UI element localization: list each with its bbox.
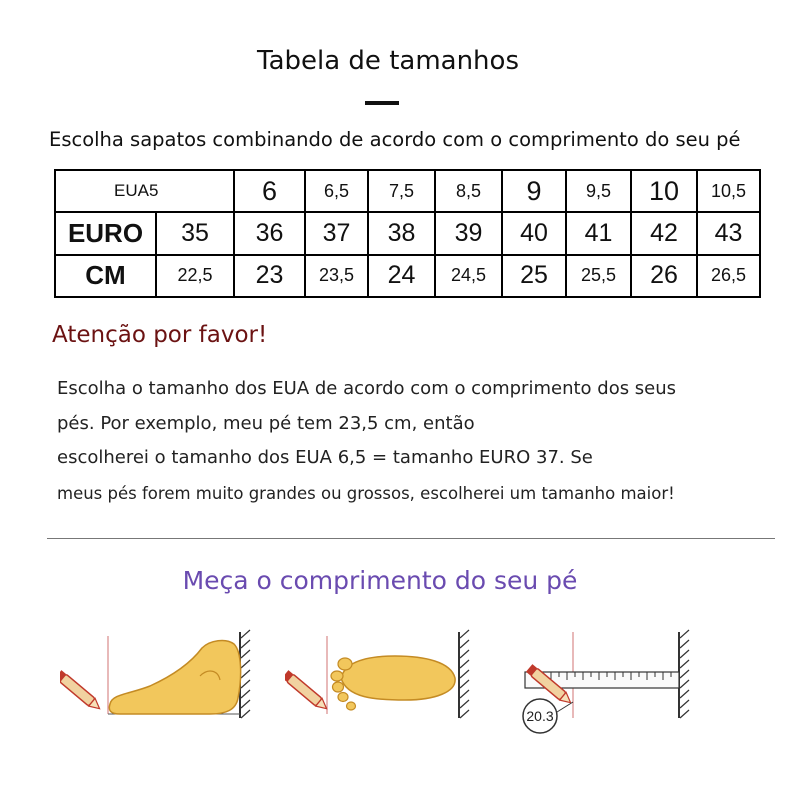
- ruler-illustration: [515, 628, 715, 738]
- cm-value: 25,5: [566, 255, 631, 297]
- us-size-row: [55, 170, 760, 212]
- us-value: 6: [234, 170, 305, 212]
- foot-side-icon: [109, 641, 240, 714]
- euro-value: 37: [305, 212, 368, 254]
- cm-value: 24: [368, 255, 435, 297]
- euro-value: 42: [631, 212, 697, 254]
- attention-line: pés. Por exemplo, meu pé tem 23,5 cm, então: [57, 413, 475, 434]
- us-value: 7,5: [368, 170, 435, 212]
- attention-heading: Atenção por favor!: [52, 322, 268, 348]
- title-underline: [365, 101, 399, 105]
- measure-heading: Meça o comprimento do seu pé: [182, 566, 578, 595]
- wall-icon: [459, 630, 469, 718]
- euro-value: 35: [156, 212, 234, 254]
- attention-line: meus pés forem muito grandes ou grossos, escolherei um tamanho maior!: [57, 484, 675, 503]
- cm-value: 23,5: [305, 255, 368, 297]
- attention-line: escolherei o tamanho dos EUA 6,5 = tamanho EURO 37. Se: [57, 447, 593, 468]
- wall-icon: [679, 630, 689, 718]
- euro-value: 40: [502, 212, 566, 254]
- us-value: 6,5: [305, 170, 368, 212]
- euro-value: 38: [368, 212, 435, 254]
- section-divider: [47, 538, 775, 539]
- cm-label: CM: [55, 255, 156, 297]
- ruler-reading: 20.3: [526, 708, 554, 724]
- cm-value: 26,5: [697, 255, 760, 297]
- us-value: 8,5: [435, 170, 502, 212]
- euro-value: 39: [435, 212, 502, 254]
- foot-top-illustration: [285, 628, 485, 728]
- euro-value: 41: [566, 212, 631, 254]
- us-value: 10: [631, 170, 697, 212]
- cm-size-row: [55, 255, 760, 297]
- subtitle: Escolha sapatos combinando de acordo com o comprimento do seu pé: [49, 128, 741, 151]
- foot-side-illustration: [60, 628, 260, 728]
- us-value: 10,5: [697, 170, 760, 212]
- foot-top-icon: [341, 656, 455, 700]
- measurement-badge: [523, 699, 573, 733]
- pencil-icon: [60, 670, 103, 712]
- cm-value: 25: [502, 255, 566, 297]
- us-value: 9,5: [566, 170, 631, 212]
- euro-label: EURO: [55, 212, 156, 254]
- us-value: 5: [148, 181, 159, 201]
- us-size-cell: [55, 170, 234, 212]
- page-title: Tabela de tamanhos: [257, 46, 519, 76]
- wall-icon: [240, 630, 250, 718]
- euro-value: 36: [234, 212, 305, 254]
- pencil-icon: [285, 670, 330, 712]
- us-label: EUA: [114, 181, 149, 201]
- euro-size-row: [55, 212, 760, 254]
- attention-line: Escolha o tamanho dos EUA de acordo com o comprimento dos seus: [57, 378, 677, 399]
- euro-value: 43: [697, 212, 760, 254]
- cm-value: 24,5: [435, 255, 502, 297]
- size-table: [54, 169, 761, 298]
- cm-value: 22,5: [156, 255, 234, 297]
- cm-value: 26: [631, 255, 697, 297]
- us-value: 9: [502, 170, 566, 212]
- cm-value: 23: [234, 255, 305, 297]
